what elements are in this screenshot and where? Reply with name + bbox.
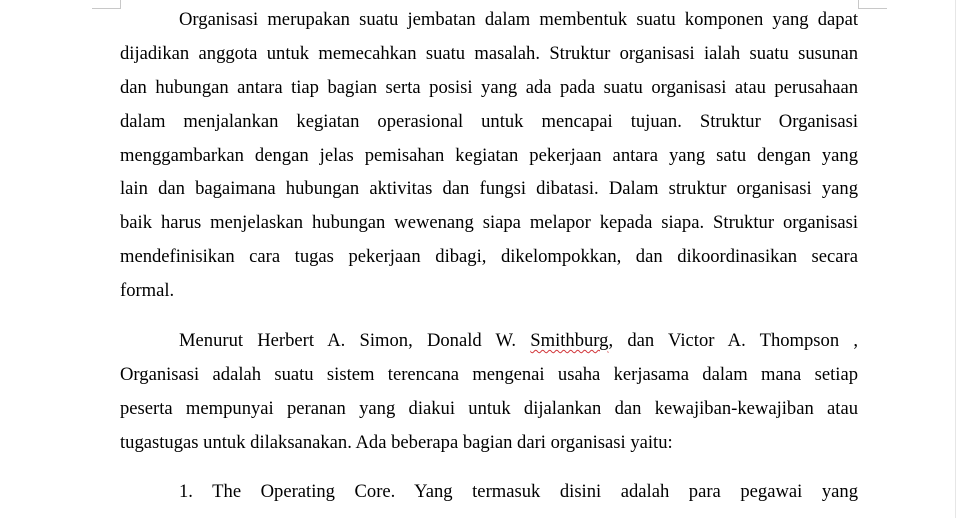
paragraph-line: Organisasi merupakan suatu jembatan dalam membentuk suatu komponen yang dapat: [179, 9, 858, 30]
paragraph-line: dijadikan anggota untuk memecahkan suatu masalah. Struktur organisasi ialah suatu susunan: [120, 42, 858, 64]
paragraph-line: tugastugas untuk dilaksanakan. Ada beberapa bagian dari organisasi yaitu:: [120, 431, 673, 453]
spelling-flagged-word[interactable]: Smithburg: [530, 330, 609, 351]
paragraph-organisasi-definition[interactable]: [120, 3, 858, 308]
paragraph-line: lain dan bagaimana hubungan aktivitas dan fungsi dibatasi. Dalam struktur organisasi yang: [120, 178, 858, 200]
margin-corner-top-right: [858, 0, 887, 9]
paragraph-line: dan hubungan antara tiap bagian serta posisi yang ada pada suatu organisasi atau perusahaan: [120, 76, 858, 98]
margin-corner-top-left: [92, 0, 121, 9]
paragraph-line: [120, 324, 858, 358]
page-edge: [955, 0, 956, 518]
paragraph-line: formal.: [120, 280, 175, 302]
paragraph-line: mendefinisikan cara tugas pekerjaan dibagi, dikelompokkan, dan dikoordinasikan secara: [120, 246, 858, 268]
list-item-operating-core[interactable]: 1. The Operating Core. Yang termasuk disini adalah para pegawai yang: [179, 481, 858, 502]
text-run: , dan Victor A. Thompson ,: [608, 330, 858, 351]
paragraph-line: menggambarkan dengan jelas pemisahan kegiatan pekerjaan antara yang satu dengan yang: [120, 144, 858, 166]
paragraph-line: peserta mempunyai peranan yang diakui untuk dijalankan dan kewajiban-kewajiban atau: [120, 397, 858, 419]
text-run: Menurut Herbert A. Simon, Donald W.: [179, 330, 517, 351]
paragraph-line: dalam menjalankan kegiatan operasional untuk mencapai tujuan. Struktur Organisasi: [120, 110, 858, 132]
paragraph-line: Organisasi adalah suatu sistem terencana mengenai usaha kerjasama dalam mana setiap: [120, 363, 858, 385]
paragraph-simon-definition[interactable]: [120, 324, 858, 460]
paragraph-line: baik harus menjelaskan hubungan wewenang siapa melapor kepada siapa. Struktur organisasi: [120, 212, 858, 234]
